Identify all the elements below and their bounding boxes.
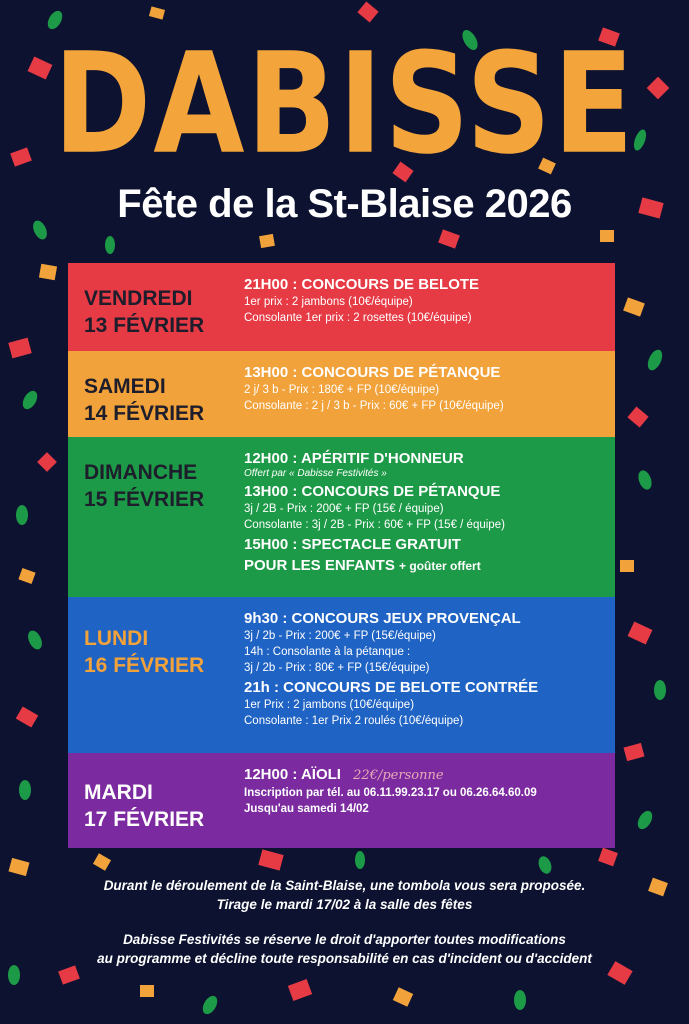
day-label: [84, 273, 244, 343]
event-title-part: POUR LES ENFANTS: [244, 557, 395, 574]
event-detail: Jusqu'au samedi 14/02: [244, 803, 369, 815]
day-block-monday: [68, 597, 615, 753]
day-date: 14 FÉVRIER: [84, 402, 205, 425]
day-events: [244, 607, 603, 745]
day-events: [244, 447, 603, 589]
day-date: 13 FÉVRIER: [84, 314, 205, 337]
event-title-row: [244, 765, 603, 785]
event-title: 13H00 : CONCOURS DE PÉTANQUE: [244, 364, 501, 381]
day-events: [244, 361, 603, 429]
event-title: 15H00 : SPECTACLE GRATUIT: [244, 536, 461, 553]
event-title: 21h : CONCOURS DE BELOTE CONTRÉE: [244, 679, 539, 696]
day-block-friday: [68, 263, 615, 351]
event-detail: 2 j/ 3 b - Prix : 180€ + FP (10€/équipe): [244, 384, 440, 396]
day-events: [244, 763, 603, 840]
event-bonus: + goûter offert: [399, 559, 481, 573]
poster-subtitle: Fête de la St-Blaise 2026: [117, 182, 572, 226]
day-weekday: DIMANCHE: [84, 461, 198, 484]
day-block-saturday: [68, 351, 615, 437]
day-block-tuesday: [68, 753, 615, 848]
day-block-sunday: [68, 437, 615, 597]
footer-tombola: [40, 876, 649, 914]
footer-line: au programme et décline toute responsabilité en cas d'incident ou d'accident: [97, 951, 592, 966]
event-title: 13H00 : CONCOURS DE PÉTANQUE: [244, 483, 501, 500]
day-date: 15 FÉVRIER: [84, 488, 205, 511]
day-date: 16 FÉVRIER: [84, 654, 205, 677]
event-detail: 3j / 2b - Prix : 80€ + FP (15€/équipe): [244, 662, 430, 674]
event-title: 12H00 : APÉRITIF D'HONNEUR: [244, 450, 464, 467]
event-detail: 3j / 2B - Prix : 200€ + FP (15€ / équipe): [244, 503, 444, 515]
event-detail: Consolante : 3j / 2B - Prix : 60€ + FP (15€ / équipe): [244, 519, 505, 531]
footer-line: Dabisse Festivités se réserve le droit d'apporter toutes modifications: [123, 932, 566, 947]
event-detail: Consolante : 1er Prix 2 roulés (10€/équipe): [244, 715, 464, 727]
event-title: 21H00 : CONCOURS DE BELOTE: [244, 276, 480, 293]
event-title: 12H00 : AÏOLI: [244, 766, 341, 783]
day-label: [84, 763, 244, 840]
poster-title: DABISSE: [53, 22, 636, 185]
day-label: [84, 607, 244, 745]
footer-line: Tirage le mardi 17/02 à la salle des fêtes: [216, 897, 473, 912]
event-title: 9h30 : CONCOURS JEUX PROVENÇAL: [244, 610, 521, 627]
event-title-continued: [244, 556, 603, 576]
footer-line: Durant le déroulement de la Saint-Blaise, une tombola vous sera proposée.: [103, 878, 586, 893]
footer-disclaimer: [40, 930, 649, 968]
event-detail: Inscription par tél. au 06.11.99.23.17 ou 06.26.64.60.09: [244, 787, 537, 799]
day-label: [84, 361, 244, 429]
day-label: [84, 447, 244, 589]
day-weekday: SAMEDI: [84, 375, 166, 398]
event-detail: Consolante : 2 j / 3 b - Prix : 60€ + FP (10€/équipe): [244, 400, 504, 412]
program-schedule: [68, 263, 615, 848]
event-detail: 3j / 2b - Prix : 200€ + FP (15€/équipe): [244, 630, 436, 642]
day-weekday: VENDREDI: [84, 287, 193, 310]
day-events: [244, 273, 603, 343]
event-detail: 1er prix : 2 jambons (10€/équipe): [244, 296, 413, 308]
handwritten-price: 22€/personne: [353, 768, 444, 783]
day-date: 17 FÉVRIER: [84, 808, 205, 831]
event-detail: Consolante 1er prix : 2 rosettes (10€/équipe): [244, 312, 472, 324]
event-note: Offert par « Dabisse Festivités »: [244, 468, 387, 479]
day-weekday: LUNDI: [84, 627, 149, 650]
event-detail: 1er Prix : 2 jambons (10€/équipe): [244, 699, 415, 711]
event-detail: 14h : Consolante à la pétanque :: [244, 646, 411, 658]
day-weekday: MARDI: [84, 781, 153, 804]
